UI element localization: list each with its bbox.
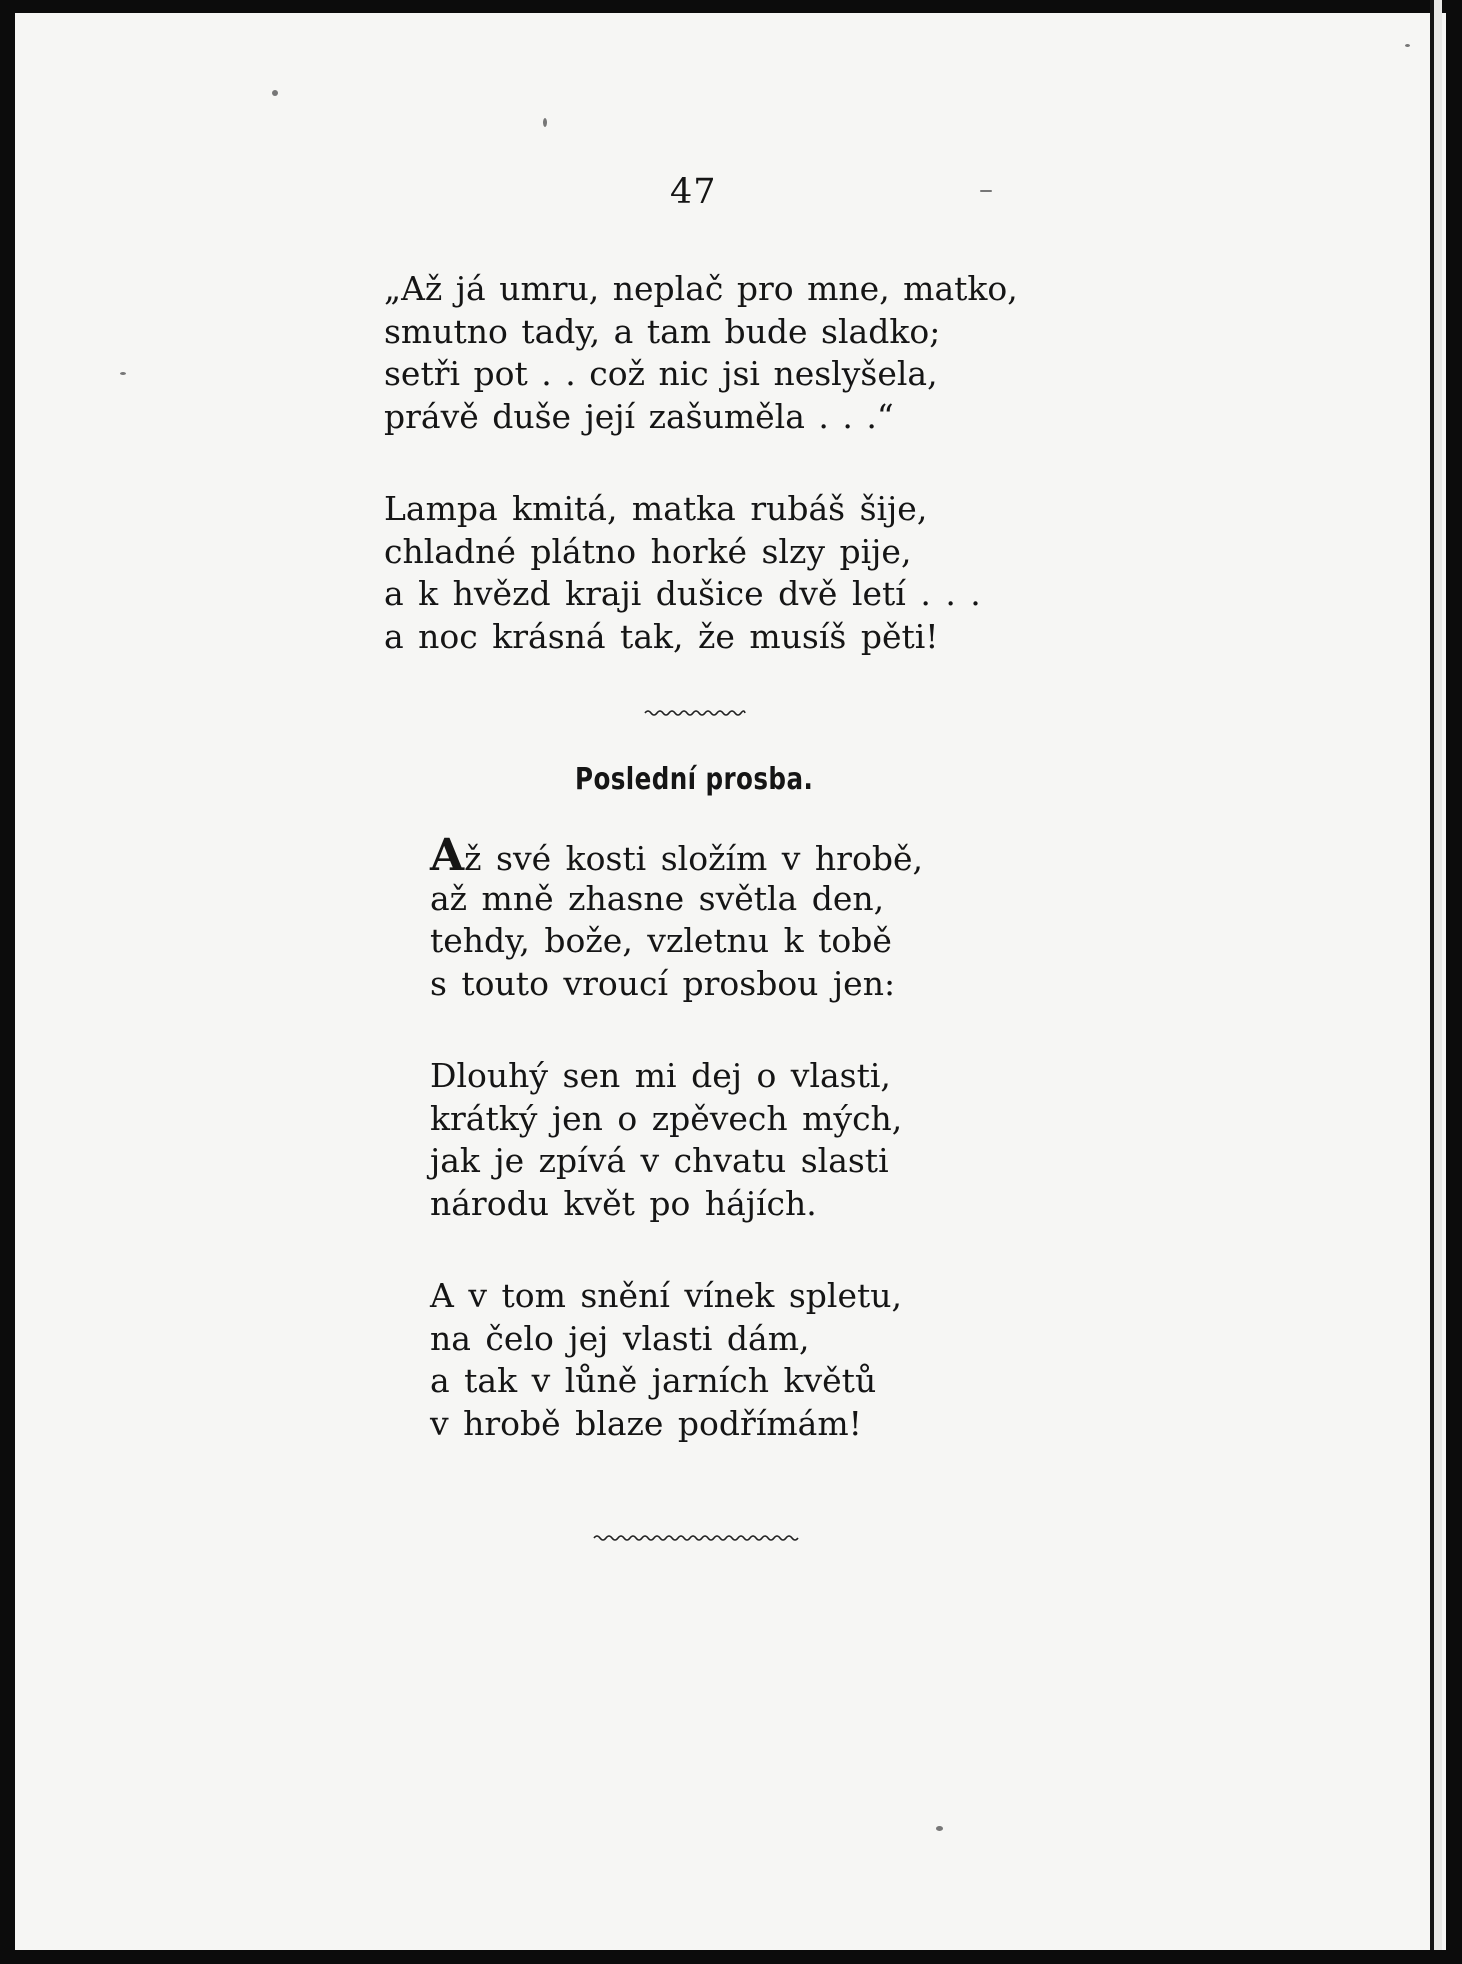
verse-line-rest: ž své kosti složím v hrobě, xyxy=(464,839,923,878)
page-number: 47 xyxy=(670,172,717,212)
verse-line: tehdy, bože, vzletnu k tobě xyxy=(430,921,892,960)
verse-line: a k hvězd kraji dušice dvě letí . . . xyxy=(384,574,981,613)
verse-line: a tak v lůně jarních květů xyxy=(430,1361,877,1400)
stanza xyxy=(430,1275,902,1445)
verse-line: až mně zhasne světla den, xyxy=(430,878,885,918)
scan-speck xyxy=(272,90,278,96)
verse-line: A v tom snění vínek spletu, xyxy=(430,1276,902,1315)
scan-border-left xyxy=(0,0,15,1964)
scan-border-right-gap xyxy=(1434,0,1442,1964)
wavy-end-ornament xyxy=(592,1533,802,1543)
verse-line: na čelo jej vlasti dám, xyxy=(430,1318,810,1358)
verse-line: Lampa kmitá, matka rubáš šije, xyxy=(384,489,928,528)
verse-line: setři pot . . což nic jsi neslyšela, xyxy=(384,354,938,393)
scan-border-top xyxy=(0,0,1462,13)
scan-speck xyxy=(1405,44,1410,47)
poem-title: Poslední prosba. xyxy=(575,762,814,797)
scan-border-bottom xyxy=(0,1950,1462,1964)
verse-line: smutno tady, a tam bude sladko; xyxy=(384,311,941,351)
scan-speck xyxy=(543,118,547,127)
scan-speck xyxy=(936,1826,943,1831)
scan-speck xyxy=(980,190,992,192)
stanza xyxy=(384,268,1018,438)
stanza xyxy=(384,488,981,658)
verse-line: a noc krásná tak, že musíš pěti! xyxy=(384,616,939,656)
scan-border-right xyxy=(1446,0,1462,1964)
verse-line: chladné plátno horké slzy pije, xyxy=(384,531,912,571)
verse-line: v hrobě blaze podřímám! xyxy=(430,1403,862,1443)
stanza xyxy=(430,830,923,1005)
verse-line: jak je zpívá v chvatu slasti xyxy=(430,1141,889,1180)
verse-line: právě duše její zašuměla . . .“ xyxy=(384,396,894,436)
wavy-divider-ornament xyxy=(643,708,747,718)
verse-line: s touto vroucí prosbou jen: xyxy=(430,963,896,1003)
verse-line: krátký jen o zpěvech mých, xyxy=(430,1098,903,1138)
verse-line: Dlouhý sen mi dej o vlasti, xyxy=(430,1056,891,1095)
scan-speck xyxy=(120,372,126,375)
stanza xyxy=(430,1055,902,1225)
verse-line-first xyxy=(430,830,923,881)
drop-cap: A xyxy=(430,830,465,881)
verse-line: „Až já umru, neplač pro mne, matko, xyxy=(384,269,1018,308)
verse-line: národu květ po hájích. xyxy=(430,1183,817,1223)
